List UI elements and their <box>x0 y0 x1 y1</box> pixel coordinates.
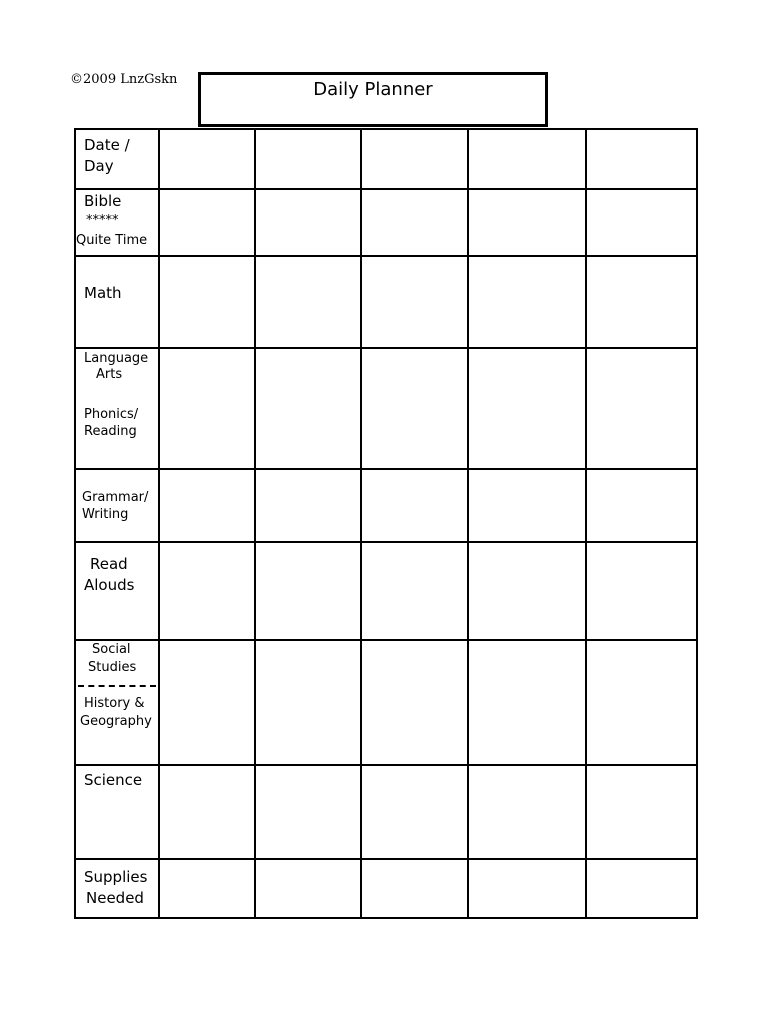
row-label-text: Supplies <box>84 868 148 886</box>
row-math <box>75 256 697 348</box>
row-label-text: Grammar/ <box>82 490 149 505</box>
row-label-text: Science <box>84 771 143 789</box>
row-label-text: ***** <box>86 213 119 228</box>
planner-cell[interactable] <box>586 256 697 348</box>
title-box <box>198 72 548 127</box>
row-label-language-arts <box>75 348 159 469</box>
planner-cell[interactable] <box>159 189 255 256</box>
row-label-text: Day <box>84 157 114 175</box>
planner-cell[interactable] <box>255 469 361 542</box>
planner-cell[interactable] <box>586 189 697 256</box>
row-label-math <box>75 256 159 348</box>
row-label-date-day <box>75 129 159 189</box>
row-label-text: Needed <box>86 889 144 907</box>
planner-cell[interactable] <box>586 469 697 542</box>
row-label-text: Quite Time <box>76 233 148 248</box>
row-label-text: History & <box>84 696 145 711</box>
page-title: Daily Planner <box>313 79 433 100</box>
planner-cell[interactable] <box>586 640 697 765</box>
row-date-day <box>75 129 697 189</box>
row-label-social-studies <box>75 640 159 765</box>
planner-cell[interactable] <box>468 189 586 256</box>
row-label-supplies-needed <box>75 859 159 918</box>
planner-cell[interactable] <box>159 129 255 189</box>
planner-cell[interactable] <box>468 859 586 918</box>
planner-cell[interactable] <box>586 129 697 189</box>
row-social-studies <box>75 640 697 765</box>
planner-cell[interactable] <box>468 640 586 765</box>
planner-cell[interactable] <box>361 640 468 765</box>
planner-cell[interactable] <box>586 859 697 918</box>
row-label-text: Geography <box>80 714 152 729</box>
planner-cell[interactable] <box>361 256 468 348</box>
row-label-text: Reading <box>84 424 137 439</box>
planner-cell[interactable] <box>361 189 468 256</box>
planner-cell[interactable] <box>468 256 586 348</box>
planner-cell[interactable] <box>361 765 468 859</box>
row-label-text: Studies <box>88 660 137 675</box>
row-label-text: Phonics/ <box>84 407 139 422</box>
row-label-text: Writing <box>82 507 129 522</box>
planner-cell[interactable] <box>468 469 586 542</box>
planner-cell[interactable] <box>159 348 255 469</box>
row-label-text: Bible <box>84 192 122 210</box>
planner-cell[interactable] <box>586 348 697 469</box>
planner-cell[interactable] <box>361 348 468 469</box>
planner-cell[interactable] <box>159 256 255 348</box>
row-label-text: Alouds <box>84 576 135 594</box>
planner-cell[interactable] <box>468 348 586 469</box>
planner-cell[interactable] <box>159 859 255 918</box>
row-label-science <box>75 765 159 859</box>
planner-cell[interactable] <box>361 542 468 640</box>
planner-cell[interactable] <box>255 129 361 189</box>
row-read-alouds <box>75 542 697 640</box>
planner-cell[interactable] <box>361 859 468 918</box>
planner-cell[interactable] <box>361 129 468 189</box>
row-label-text: Math <box>84 284 122 302</box>
planner-cell[interactable] <box>159 469 255 542</box>
row-label-grammar-writing <box>75 469 159 542</box>
row-label-text: Arts <box>96 367 123 382</box>
row-grammar-writing <box>75 469 697 542</box>
planner-cell[interactable] <box>159 765 255 859</box>
copyright-notice: ©2009 LnzGskn <box>70 72 178 87</box>
row-label-text: Read <box>90 555 128 573</box>
planner-cell[interactable] <box>255 256 361 348</box>
planner-cell[interactable] <box>255 640 361 765</box>
row-science <box>75 765 697 859</box>
planner-cell[interactable] <box>255 189 361 256</box>
row-label-bible <box>75 189 159 256</box>
planner-cell[interactable] <box>159 542 255 640</box>
planner-cell[interactable] <box>159 640 255 765</box>
planner-cell[interactable] <box>255 859 361 918</box>
planner-cell[interactable] <box>255 542 361 640</box>
row-label-text: Language <box>84 351 149 366</box>
row-label-text: Social <box>92 642 131 657</box>
planner-cell[interactable] <box>255 765 361 859</box>
planner-table <box>74 128 698 919</box>
row-bible <box>75 189 697 256</box>
planner-cell[interactable] <box>361 469 468 542</box>
planner-cell[interactable] <box>468 542 586 640</box>
planner-cell[interactable] <box>586 765 697 859</box>
planner-cell[interactable] <box>255 348 361 469</box>
row-label-read-alouds <box>75 542 159 640</box>
planner-cell[interactable] <box>468 765 586 859</box>
row-label-text: Date / <box>84 136 130 154</box>
row-supplies-needed <box>75 859 697 918</box>
planner-cell[interactable] <box>586 542 697 640</box>
row-language-arts <box>75 348 697 469</box>
planner-cell[interactable] <box>468 129 586 189</box>
dashed-divider <box>78 685 156 687</box>
